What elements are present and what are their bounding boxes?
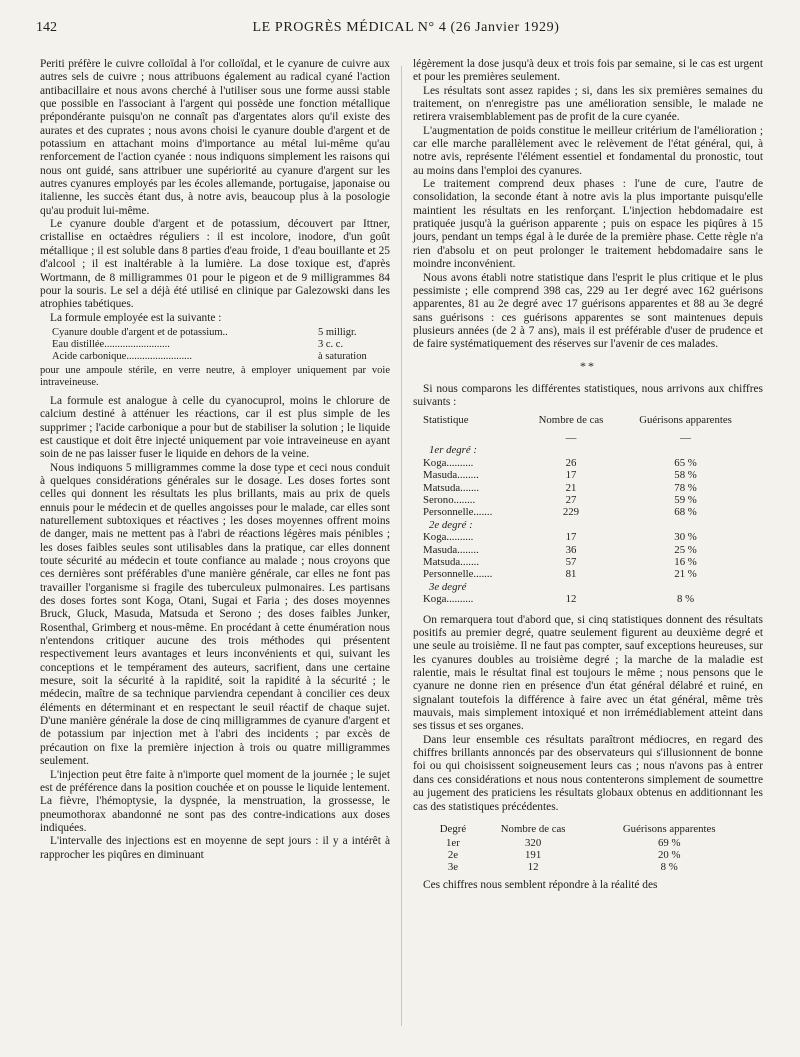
formula-block: [52, 327, 390, 363]
formula-quantity: 5 milligr.: [318, 326, 357, 338]
paragraph: On remarquera tout d'abord que, si cinq statistiques donnent des résultats positifs au premier degré, quatre seulement figurent au deuxième degré et une seule au troisième. Il ne faut pas compter, sauf exceptions heureuses, sur les cyanures doubles au troisième degré ; la marche de la maladie est ralentie, mais le résultat final est toujours le même ; nous pensons que le cyanure ne donne rien en présence d'un état général délabré et ruiné, en signalant toutefois la différence à faire avec un état général, même très mauvais, mais simplement intoxiqué et non irrémédiablement atteint dans ses tissus et ses organes.: [413, 613, 763, 733]
journal-title: LE PROGRÈS MÉDICAL N° 4 (26 Janvier 1929): [252, 20, 560, 35]
recoveries-cell: 78 %: [674, 481, 697, 494]
degree-label: 2e degré :: [429, 518, 473, 531]
formula-quantity: 3 c. c.: [318, 338, 344, 350]
cases-cell: 191: [525, 848, 542, 861]
table-row: [423, 544, 753, 556]
paragraph: La formule est analogue à celle du cyanocuprol, moins le chlorure de calcium destiné à atténuer les réactions, car il est plus simple de les supprimer ; l'acide carbonique a pour but de stabiliser la solution ; le liquide est caustique et doit être injecté uniquement par voie intraveineuse en ayant soin de ne pas laisser fuser le liquide en dehors de la veine.: [40, 394, 390, 461]
cases-cell: 21: [565, 481, 577, 494]
cases-cell: 57: [565, 556, 577, 569]
paragraph: L'injection peut être faite à n'importe quel moment de la journée ; le sujet est de préférence dans la position couchée et on pousse le liquide lentement. La fièvre, l'hémoptysie, la dyspnée, la menstruation, la grossesse, le pneumothorax abandonné ne sont pas des contre-indications aux doses indiquées.: [40, 768, 390, 834]
table-row: [429, 861, 749, 873]
recoveries-cell: 20 %: [657, 848, 681, 861]
column-header: Degré: [439, 822, 467, 835]
cases-cell: 17: [565, 531, 577, 544]
paragraph: La formule employée est la suivante :: [50, 311, 222, 324]
left-column: [40, 58, 390, 862]
recoveries-cell: 25 %: [674, 543, 697, 556]
section-separator: **: [580, 358, 596, 373]
formula-row: [52, 339, 390, 351]
column-header: Guérisons apparentes: [622, 822, 716, 835]
cases-cell: 26: [565, 456, 577, 469]
formula-row: [52, 351, 390, 363]
paragraph: légèrement la dose jusqu'à deux et trois fois par semaine, si le cas est urgent et pour les premières seulement.: [413, 58, 763, 84]
right-column: [413, 58, 763, 892]
paragraph: L'augmentation de poids constitue le meilleur critérium de l'amélioration ; car elle marche parallèlement avec le relèvement de l'état général, qui, à notre avis, représente l'élément essentiel et fondamental du pronostic, tout au moins dans l'emploi des cyanures.: [413, 124, 763, 177]
recoveries-cell: 68 %: [674, 506, 697, 519]
cases-cell: 320: [525, 836, 542, 849]
author-cell: Koga..........: [423, 593, 474, 606]
paragraph: Si nous comparons les différentes statistiques, nous arrivons aux chiffres suivants :: [413, 382, 763, 409]
table-dash-row: [423, 432, 753, 444]
author-cell: Personnelle.......: [423, 568, 493, 581]
table-row: [423, 556, 753, 568]
table-row: [423, 469, 753, 481]
recoveries-cell: 59 %: [674, 494, 697, 507]
column-header: Nombre de cas: [538, 413, 604, 426]
author-cell: Masuda........: [423, 543, 479, 556]
degree-group-row: [423, 581, 753, 593]
table-dash: —: [565, 432, 577, 444]
statistics-table: [423, 414, 753, 606]
cases-cell: 81: [565, 568, 577, 581]
paragraph: pour une ampoule stérile, en verre neutre, à employer uniquement par voie intraveineuse.: [40, 364, 390, 388]
paragraph: Dans leur ensemble ces résultats paraîtront médiocres, en regard des chiffres brillants annoncés par des observateurs qui s'illusionnent de bonne foi ou qui choisissent soigneusement leurs cas ; nous n'avons pas à entrer dans ces considérations et nous nous contenterons simplement de soumettre au jugement des praticiens les résultats globaux obtenus en additionnant les cas des statistiques précédentes.: [413, 733, 763, 813]
author-cell: Matsuda.......: [423, 481, 480, 494]
formula-quantity: à saturation: [318, 350, 367, 362]
degree-group-row: [423, 444, 753, 456]
degree-cell: 1er: [446, 836, 460, 849]
table-row: [429, 849, 749, 861]
paragraph: Nous avons établi notre statistique dans l'esprit le plus critique et le plus pessimiste ; elle comprend 398 cas, 229 au 1er degré avec 162 guérisons apparentes, 81 au 2e degré avec 17 guérisons apparentes et 88 au 3e degré sans guérisons : ces guérisons apparentes se sont maintenues depuis plusieurs années (de 2 à 7 ans), mais il est préférable d'user de prudence et de faire systématiquement des réserves sur l'avenir de ces malades.: [413, 271, 763, 351]
author-cell: Matsuda.......: [423, 556, 480, 569]
author-cell: Serono........: [423, 494, 476, 507]
cases-cell: 27: [565, 494, 577, 507]
formula-ingredient: Acide carbonique.........................: [52, 350, 192, 362]
table-dash: [423, 432, 524, 444]
table-row: [423, 494, 753, 506]
table-row: [429, 837, 749, 849]
degree-cell: 2e: [447, 848, 459, 861]
paragraph: L'intervalle des injections est en moyenne de sept jours : il y a intérêt à rapprocher les piqûres en diminuant: [40, 835, 390, 861]
degree-label: 1er degré :: [429, 444, 477, 457]
column-header: Statistique: [423, 413, 469, 426]
paragraph: Periti préfère le cuivre colloïdal à l'or colloïdal, et le cyanure de cuivre aux autres sels de cuivre ; nous attribuons également au radical cyané l'action antibacillaire et nous avons cherché à l'utiliser sous une forme aussi stable que possible en l'associant à l'argent qui possède une fonction métallique prépondérante puisqu'on ne connaît pas d'argentates alors qu'il existe des aurates et des cuprates ; nous avons choisi le cyanure double d'argent et de potassium en attachant moins d'importance au métal lui-même qu'au renforcement de l'action cyanée : nous indiquons simplement les raisons qui nous ont guidé, sans attribuer une supériorité au cyanure d'argent sur les autres cyanures employés par les écoles allemande, portugaise, japonaise ou italienne, les succès étant dus, à notre avis, beaucoup plus à la posologie qu'au produit lui-même.: [40, 58, 390, 217]
table-row: [423, 506, 753, 518]
formula-ingredient: Cyanure double d'argent et de potassium..: [52, 326, 228, 338]
paragraph: Le cyanure double d'argent et de potassium, découvert par Ittner, cristallise en octaèdres réguliers : il est incolore, inodore, d'un goût métallique ; il est soluble dans 8 parties d'eau froide, 1 d'eau bouillante et 25 d'alcool ; il est inaltérable à la lumière. La dose toxique est, d'après Wortmann, de 8 milligrammes 01 pour le pigeon et de 9 milligrammes 84 pour la souris. Le sel a déjà été utilisé en clinique par Galezowski dans les atrophies tabétiques.: [40, 218, 390, 311]
table-row: [423, 457, 753, 469]
cases-cell: 12: [527, 860, 539, 873]
summary-table: [429, 822, 749, 873]
recoveries-cell: 21 %: [674, 568, 697, 581]
table-row: [423, 593, 753, 605]
recoveries-cell: 30 %: [674, 531, 697, 544]
page-number: 142: [36, 20, 57, 35]
cases-cell: 229: [562, 506, 580, 519]
recoveries-cell: 16 %: [674, 556, 697, 569]
degree-cell: 3e: [447, 860, 459, 873]
table-row: [423, 568, 753, 580]
author-cell: Masuda........: [423, 469, 479, 482]
paragraph: Ces chiffres nous semblent répondre à la réalité des: [423, 878, 658, 891]
author-cell: Koga..........: [423, 531, 474, 544]
column-header: Nombre de cas: [500, 822, 566, 835]
paragraph: Le traitement comprend deux phases : l'une de cure, l'autre de consolidation, la seconde étant à notre avis la plus importante puisqu'elle maintient les résultats en les renforçant. L'injection hebdomadaire est pratiquée jusqu'à la guérison apparente ; puis on espace les piqûres à 15 jours, pendant un temps égal à le durée de la première phase. Cette règle n'a rien d'absolu et on peut prolonger le traitement hebdomadaire sans le moindre inconvénient.: [413, 178, 763, 271]
formula-ingredient: Eau distillée.........................: [52, 338, 170, 350]
recoveries-cell: 8 %: [660, 860, 678, 873]
paragraph: Les résultats sont assez rapides ; si, dans les six premières semaines du traitement, on n'enregistre pas une amélioration sensible, le malade ne retirera vraisemblablement pas de profit de la cure cyanée.: [413, 84, 763, 124]
cases-cell: 36: [565, 543, 577, 556]
formula-row: [52, 327, 390, 339]
degree-label: 3e degré: [429, 580, 467, 593]
degree-group-row: [423, 519, 753, 531]
recoveries-cell: 58 %: [674, 469, 697, 482]
table-dash: —: [680, 432, 691, 444]
recoveries-cell: 8 %: [677, 593, 695, 606]
author-cell: Koga..........: [423, 456, 474, 469]
recoveries-cell: 65 %: [674, 456, 697, 469]
column-divider: [401, 66, 402, 1026]
table-row: [423, 531, 753, 543]
paragraph: Nous indiquons 5 milligrammes comme la dose type et ceci nous conduit à quelques considérations générales sur le dosage. Les doses fortes sont celles qui donnent les résultats les plus brillants, mais au prix de quels ennuis pour le médecin et de quelles angoisses pour le malade, car elles sont naturellement subtoxiques et réactives ; les doses moyennes offrent moins de danger, mais ne mettent pas à l'abri de réactions légères mais pénibles ; les doses faibles seules sont utilisables dans la pratique, car elles donnent toute sécurité au médecin et toute confiance au malade ; nous croyons que ces dernières sont préférables d'une manière générale, car elles ne font pas travailler l'organisme si fragile des tuberculeux pulmonaires. Les partisans des doses fortes sont Koga, Otani, Sugai et Faria ; des doses moyennes Bruck, Gluck, Masuda, Matsuda et Serono ; des doses faibles Junker, Rosenthal, Grimberg et nous-même. En procédant à cette énumération nous n'entendons critiquer aucune des trois méthodes qui présentent respectivement leurs avantages et leurs inconvénients et qui, suivant les conceptions et le tempérament des auteurs, sacrifient, dans une certaine mesure, soit la sécurité à la rapidité, soit la rapidité à la sécurité ; le médecin, maître de sa technique parviendra cependant à concilier ces deux éléments en déterminant et en respectant le seuil réactif de chaque sujet. D'une manière générale la dose de cinq milligrammes de cyanure d'argent et de potassium par injection met à l'abri des incidents ; par excès de précaution on fixe la première injection à trois ou quatre milligrammes seulement.: [40, 461, 390, 768]
author-cell: Personnelle.......: [423, 506, 493, 519]
column-header: Guérisons apparentes: [639, 413, 732, 426]
page-header: [36, 20, 776, 40]
recoveries-cell: 69 %: [657, 836, 681, 849]
cases-cell: 17: [565, 469, 577, 482]
cases-cell: 12: [565, 593, 577, 606]
table-row: [423, 482, 753, 494]
